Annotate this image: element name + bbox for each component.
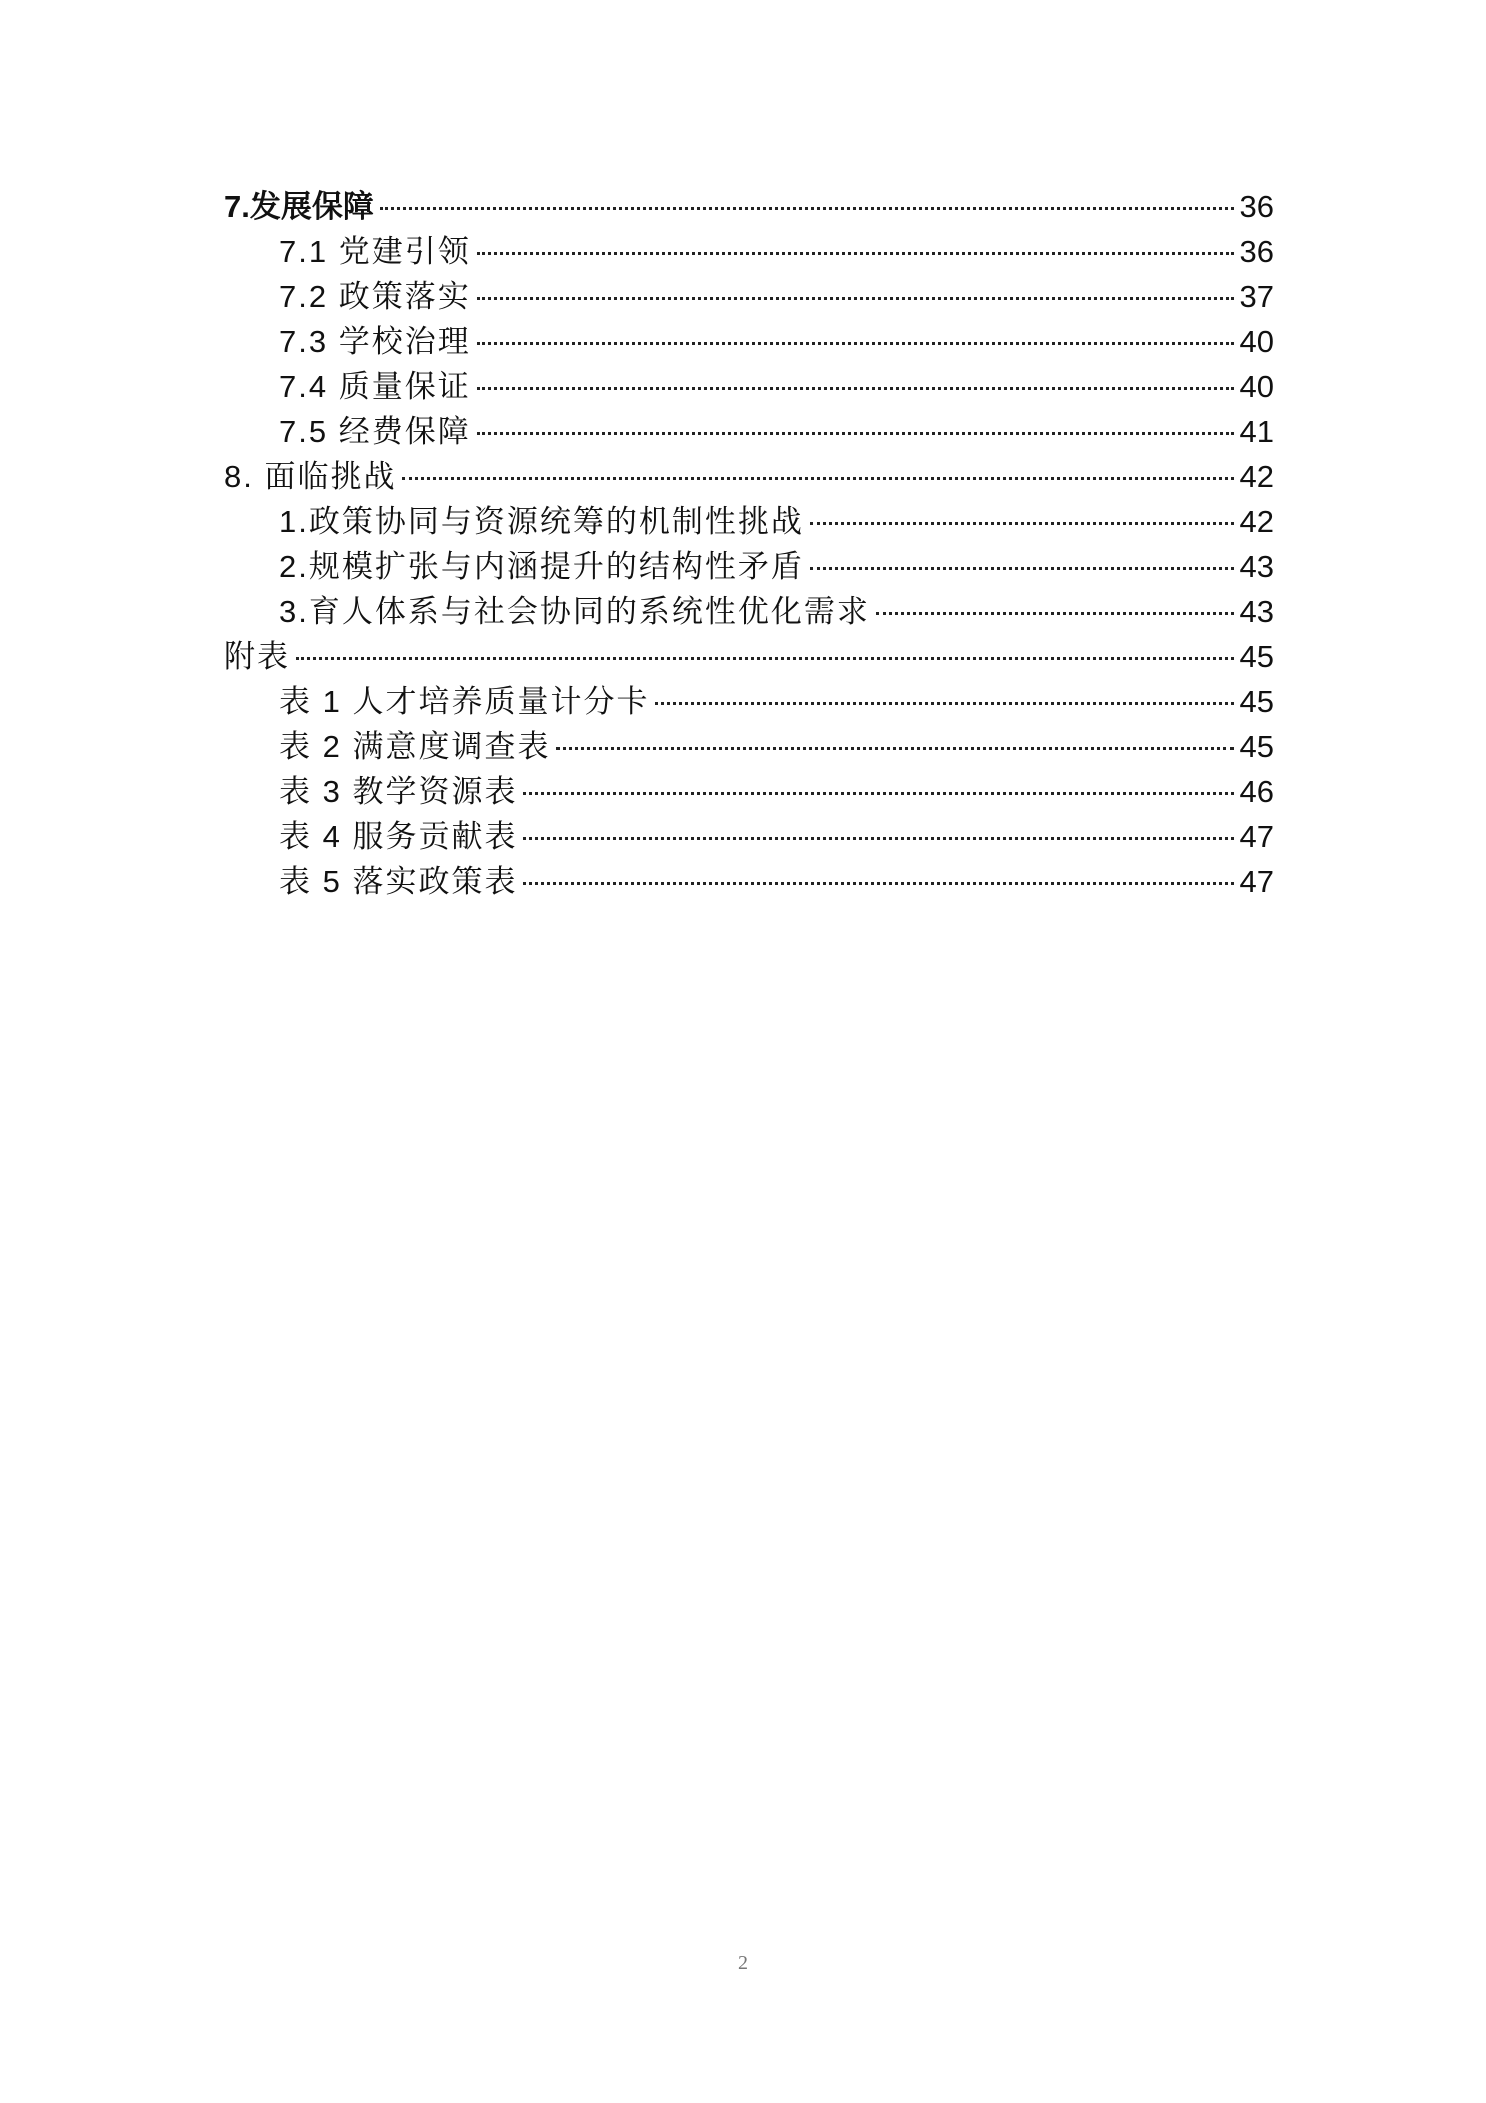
toc-entry-page: 42 (1239, 459, 1274, 494)
toc-dot-leader (296, 657, 1234, 660)
toc-entry-page: 36 (1239, 189, 1274, 224)
toc-entry-title: 3.育人体系与社会协同的系统性优化需求 (279, 594, 870, 629)
toc-entry-page: 40 (1239, 324, 1274, 359)
toc-entry[interactable] (224, 454, 1274, 499)
toc-entry-title: 8. 面临挑战 (224, 459, 397, 494)
toc-entry[interactable] (224, 544, 1274, 589)
toc-entry[interactable] (224, 409, 1274, 454)
toc-dot-leader (477, 432, 1234, 435)
toc-entry-page: 43 (1239, 549, 1274, 584)
toc-dot-leader (477, 342, 1234, 345)
toc-entry[interactable] (224, 769, 1274, 814)
toc-entry-title: 7.4 质量保证 (279, 369, 471, 404)
toc-entry[interactable] (224, 319, 1274, 364)
toc-dot-leader (810, 522, 1234, 525)
toc-entry-page: 42 (1239, 504, 1274, 539)
toc-dot-leader (523, 882, 1233, 885)
toc-entry-title: 7.3 学校治理 (279, 324, 471, 359)
toc-entry[interactable] (224, 859, 1274, 904)
toc-entry-title: 表 5 落实政策表 (279, 864, 518, 899)
toc-entry-page: 47 (1239, 864, 1274, 899)
toc-entry-page: 45 (1239, 684, 1274, 719)
toc-entry-page: 45 (1239, 729, 1274, 764)
toc-entry[interactable] (224, 679, 1274, 724)
toc-entry-title: 表 1 人才培养质量计分卡 (279, 684, 650, 719)
toc-entry-page: 37 (1239, 279, 1274, 314)
page-number: 2 (738, 1952, 748, 1974)
toc-entry-title: 表 4 服务贡献表 (279, 819, 518, 854)
toc-entry[interactable] (224, 589, 1274, 634)
toc-entry-title: 1.政策协同与资源统筹的机制性挑战 (279, 504, 804, 539)
toc-entry[interactable] (224, 274, 1274, 319)
toc-entry-title: 表 3 教学资源表 (279, 774, 518, 809)
toc-entry-title: 7.1 党建引领 (279, 234, 471, 269)
toc-dot-leader (477, 387, 1234, 390)
toc-dot-leader (477, 252, 1234, 255)
toc-entry-page: 40 (1239, 369, 1274, 404)
toc-entry[interactable] (224, 634, 1274, 679)
toc-dot-leader (402, 477, 1233, 480)
toc-entry-page: 36 (1239, 234, 1274, 269)
toc-entry[interactable] (224, 499, 1274, 544)
toc-entry[interactable] (224, 814, 1274, 859)
toc-entry[interactable] (224, 184, 1274, 229)
toc-entry-title: 2.规模扩张与内涵提升的结构性矛盾 (279, 549, 804, 584)
toc-entry-title: 7.2 政策落实 (279, 279, 471, 314)
toc-dot-leader (810, 567, 1234, 570)
toc-dot-leader (655, 702, 1233, 705)
toc-entry-title: 表 2 满意度调查表 (279, 729, 551, 764)
toc-dot-leader (876, 612, 1234, 615)
toc-entry[interactable] (224, 364, 1274, 409)
toc-entry[interactable] (224, 229, 1274, 274)
toc-dot-leader (523, 792, 1233, 795)
toc-entry-page: 46 (1239, 774, 1274, 809)
toc-entry-page: 47 (1239, 819, 1274, 854)
toc-dot-leader (477, 297, 1234, 300)
table-of-contents (224, 184, 1274, 904)
toc-dot-leader (523, 837, 1233, 840)
toc-dot-leader (380, 207, 1234, 210)
toc-entry-page: 43 (1239, 594, 1274, 629)
toc-entry-title: 7.发展保障 (224, 189, 374, 224)
toc-entry[interactable] (224, 724, 1274, 769)
toc-entry-title: 附表 (224, 639, 290, 674)
toc-entry-page: 41 (1239, 414, 1274, 449)
toc-dot-leader (556, 747, 1233, 750)
toc-entry-title: 7.5 经费保障 (279, 414, 471, 449)
toc-entry-page: 45 (1239, 639, 1274, 674)
